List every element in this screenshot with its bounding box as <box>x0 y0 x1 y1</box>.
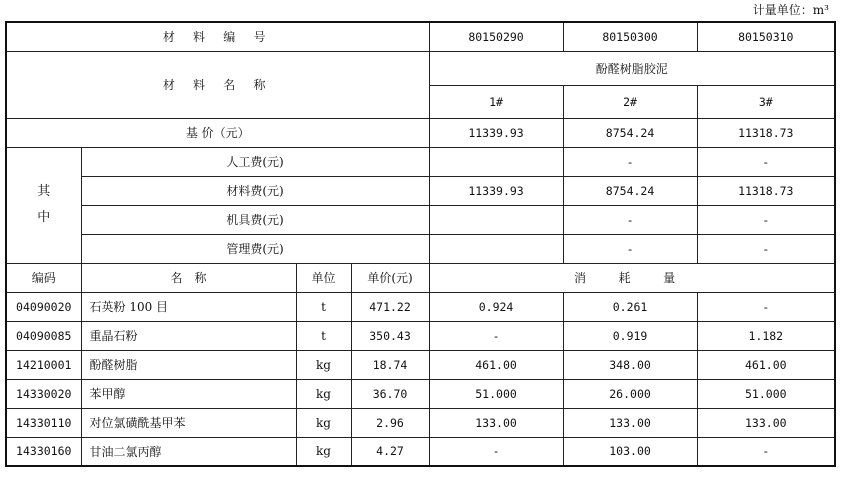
column-header-name: 名 称 <box>81 263 296 292</box>
consumption-value: 133.00 <box>563 408 697 437</box>
material-unit: kg <box>296 437 351 466</box>
base-price-label: 基 价（元） <box>6 118 429 147</box>
cost-value: - <box>697 234 835 263</box>
consumption-value: 461.00 <box>429 350 563 379</box>
row-base-price <box>6 118 835 147</box>
table-row <box>6 350 835 379</box>
consumption-value: 26.000 <box>563 379 697 408</box>
column-header-row <box>6 263 835 292</box>
cost-row <box>6 176 835 205</box>
material-unit: t <box>296 292 351 321</box>
material-price: 4.27 <box>351 437 429 466</box>
table-row <box>6 437 835 466</box>
table-row <box>6 321 835 350</box>
material-price: 2.96 <box>351 408 429 437</box>
material-name-label: 材 料 名 称 <box>6 51 429 118</box>
code-1: 80150290 <box>429 22 563 51</box>
consumption-value: - <box>429 437 563 466</box>
material-code: 04090085 <box>6 321 81 350</box>
consumption-value: 133.00 <box>429 408 563 437</box>
cost-value <box>429 234 563 263</box>
grade-3: 3# <box>697 85 835 118</box>
cost-label: 机具费(元) <box>81 205 429 234</box>
material-unit: kg <box>296 408 351 437</box>
quota-table <box>5 21 836 467</box>
material-name: 苯甲醇 <box>81 379 296 408</box>
column-header-price: 单价(元) <box>351 263 429 292</box>
cost-value: - <box>563 147 697 176</box>
cost-value <box>429 205 563 234</box>
material-price: 36.70 <box>351 379 429 408</box>
material-name: 对位氯磺酰基甲苯 <box>81 408 296 437</box>
consumption-value: 461.00 <box>697 350 835 379</box>
material-code: 14330020 <box>6 379 81 408</box>
row-material-name <box>6 51 835 85</box>
material-name: 甘油二氯丙醇 <box>81 437 296 466</box>
cost-group-label-text: 其中 <box>37 184 51 225</box>
cost-value: - <box>697 205 835 234</box>
code-2: 80150300 <box>563 22 697 51</box>
consumption-value: 0.919 <box>563 321 697 350</box>
table-row <box>6 408 835 437</box>
code-3: 80150310 <box>697 22 835 51</box>
group-name: 酚醛树脂胶泥 <box>429 51 835 85</box>
material-price: 18.74 <box>351 350 429 379</box>
material-code-label: 材 料 编 号 <box>6 22 429 51</box>
consumption-value: - <box>429 321 563 350</box>
material-name: 石英粉 100 目 <box>81 292 296 321</box>
cost-label: 管理费(元) <box>81 234 429 263</box>
unit-note-text: 计量单位：m³ <box>752 3 829 17</box>
material-code: 14210001 <box>6 350 81 379</box>
base-price-2: 8754.24 <box>563 118 697 147</box>
cost-row <box>6 147 835 176</box>
cost-value: - <box>697 147 835 176</box>
column-header-code: 编码 <box>6 263 81 292</box>
material-name: 酚醛树脂 <box>81 350 296 379</box>
grade-1: 1# <box>429 85 563 118</box>
consumption-value: 51.000 <box>429 379 563 408</box>
column-header-consumption: 消 耗 量 <box>429 263 835 292</box>
base-price-1: 11339.93 <box>429 118 563 147</box>
cost-value <box>429 147 563 176</box>
cost-value: 11318.73 <box>697 176 835 205</box>
material-code: 14330110 <box>6 408 81 437</box>
cost-value: 11339.93 <box>429 176 563 205</box>
cost-row <box>6 205 835 234</box>
material-unit: kg <box>296 350 351 379</box>
consumption-value: 1.182 <box>697 321 835 350</box>
table-row <box>6 292 835 321</box>
consumption-value: 133.00 <box>697 408 835 437</box>
grade-2: 2# <box>563 85 697 118</box>
column-header-unit: 单位 <box>296 263 351 292</box>
base-price-3: 11318.73 <box>697 118 835 147</box>
material-code: 14330160 <box>6 437 81 466</box>
material-unit: kg <box>296 379 351 408</box>
consumption-value: - <box>697 292 835 321</box>
material-unit: t <box>296 321 351 350</box>
cost-label: 材料费(元) <box>81 176 429 205</box>
cost-value: - <box>563 205 697 234</box>
cost-value: 8754.24 <box>563 176 697 205</box>
cost-value: - <box>563 234 697 263</box>
consumption-value: 0.261 <box>563 292 697 321</box>
cost-label: 人工费(元) <box>81 147 429 176</box>
unit-note <box>753 1 829 18</box>
consumption-value: 0.924 <box>429 292 563 321</box>
consumption-value: - <box>697 437 835 466</box>
table-row <box>6 379 835 408</box>
material-code: 04090020 <box>6 292 81 321</box>
consumption-value: 103.00 <box>563 437 697 466</box>
consumption-value: 51.000 <box>697 379 835 408</box>
cost-row <box>6 234 835 263</box>
cost-group-label <box>6 147 81 263</box>
material-price: 471.22 <box>351 292 429 321</box>
material-price: 350.43 <box>351 321 429 350</box>
consumption-value: 348.00 <box>563 350 697 379</box>
row-material-code <box>6 22 835 51</box>
material-name: 重晶石粉 <box>81 321 296 350</box>
